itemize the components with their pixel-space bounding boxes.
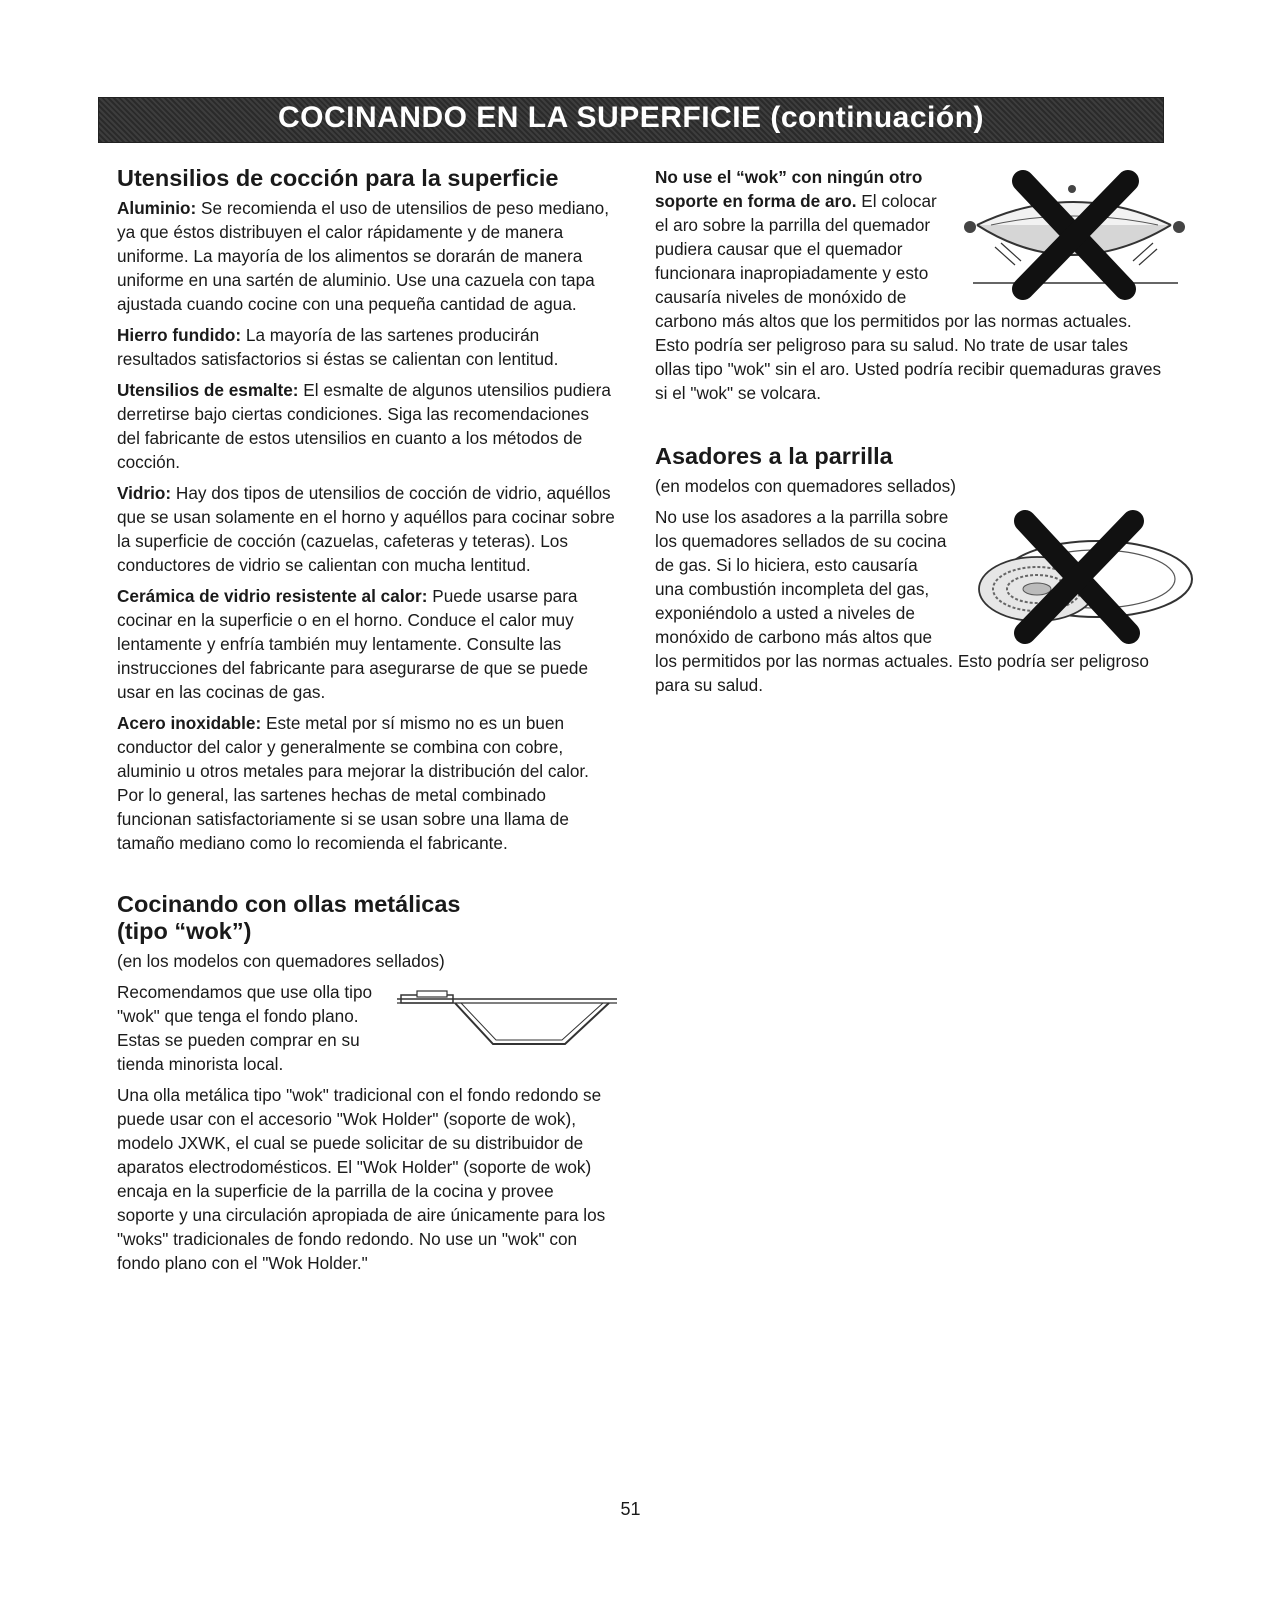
glass-text: Hay dos tipos de utensilios de cocción de vidrio, aquéllos que se usan solamente en el horno y aquéllos para cocinar sobre la superficie de cocción (cazuelas, cafeteras y teteras). Los conductores de vidrio se calientan con mucha lentitud. <box>117 483 615 575</box>
wok-paragraph-1: Recomendamos que use olla tipo "wok" que tenga el fondo plano. Estas se pueden comprar en su tienda minorista local. <box>117 982 373 1074</box>
stainless-text: Este metal por sí mismo no es un buen conductor del calor y generalmente se combina con cobre, aluminio u otros metales para mejorar la distribución del calor. Por lo general, las sartenes hechas de metal combinado funcionan satisfactoriamente si se usan sobre una llama de tamaño mediano como lo recomienda el fabricante. <box>117 713 589 853</box>
wok-ring-illustration <box>953 167 1193 302</box>
no-griddle-icon <box>957 507 1197 647</box>
glass-label: Vidrio: <box>117 483 172 503</box>
stainless-paragraph <box>117 711 615 855</box>
ceramic-glass-text: Puede usarse para cocinar en la superficie o en el horno. Conduce el calor muy lentamente y enfría también muy lentamente. Consulte las instrucciones del fabricante para asegurarse de que se puede usar en las cocinas de gas. <box>117 586 589 702</box>
stainless-label: Acero inoxidable: <box>117 713 262 733</box>
aluminum-paragraph <box>117 196 615 316</box>
wok-intro <box>117 980 615 1076</box>
ceramic-glass-label: Cerámica de vidrio resistente al calor: <box>117 586 428 606</box>
page-number: 51 <box>620 1499 641 1519</box>
griddle-heading: Asadores a la parrilla <box>655 443 893 469</box>
flat-wok-icon <box>395 986 625 1066</box>
griddle-illustration <box>957 507 1197 647</box>
glass-paragraph <box>117 481 615 577</box>
enamel-label: Utensilios de esmalte: <box>117 380 299 400</box>
section-banner <box>98 97 1164 143</box>
griddle-subtitle: (en modelos con quemadores sellados) <box>655 476 956 496</box>
wok-heading-line1: Cocinando con ollas metálicas <box>117 891 461 917</box>
page-title: COCINANDO EN LA SUPERFICIE (continuación) <box>277 101 985 134</box>
wok-heading-line2: (tipo “wok”) <box>117 918 252 944</box>
wok-paragraph-2: Una olla metálica tipo "wok" tradicional con el fondo redondo se puede usar con el accesorio "Wok Holder" (soporte de wok), modelo JXWK, el cual se puede solicitar de su distribuidor de aparatos electrodomésticos. El "Wok Holder" (soporte de wok) encaja en la superficie de la parrilla de la cocina y provee soporte y una circulación apropiada de aire únicamente para los "woks" tradicionales de fondo redondo. No use un "wok" con fondo plano con el "Wok Holder." <box>117 1085 606 1273</box>
wok-ring-label: No use el “wok” con ningún otro soporte en forma de aro. <box>655 167 923 211</box>
griddle-paragraph: No use los asadores a la parrilla sobre los quemadores sellados de su cocina de gas. Si lo hiciera, esto causaría una combustión incompleta del gas, exponiéndolo a usted a niveles de monóxido de carbono más altos que los permitidos por las normas actuales. Esto podría ser peligroso para su salud. <box>655 507 1149 695</box>
enamel-text: El esmalte de algunos utensilios pudiera derretirse bajo ciertas condiciones. Siga las recomendaciones del fabricante de estos utensilios en cuanto a los métodos de cocción. <box>117 380 611 472</box>
right-column <box>655 165 1165 697</box>
enamel-paragraph <box>117 378 615 474</box>
griddle-section <box>655 505 1165 697</box>
cast-iron-paragraph <box>117 323 615 371</box>
wok-subtitle: (en los modelos con quemadores sellados) <box>117 951 445 971</box>
wok-heading <box>117 891 615 945</box>
aluminum-text: Se recomienda el uso de utensilios de peso mediano, ya que éstos distribuyen el calor rápidamente y de manera uniforme. La mayoría de los alimentos se dorarán de manera uniforme en una sartén de aluminio. Use una cazuela con tapa ajustada cuando cocine con una pequeña cantidad de agua. <box>117 198 610 314</box>
wok-ring-section <box>655 165 1165 405</box>
wok-ring-text: El colocar el aro sobre la parrilla del quemador pudiera causar que el quemador funcionara inapropiadamente y esto causaría niveles de monóxido de carbono más altos que los permitidos por las normas actuales. Esto podría ser peligroso para su salud. No trate de usar tales ollas tipo "wok" sin el aro. Usted podría recibir quemaduras graves si el "wok" se volcara. <box>655 191 1162 403</box>
no-wok-ring-icon <box>953 167 1193 302</box>
left-column <box>117 165 615 1275</box>
utensils-heading: Utensilios de cocción para la superficie <box>117 165 559 191</box>
flat-wok-illustration <box>395 986 625 1066</box>
cast-iron-label: Hierro fundido: <box>117 325 242 345</box>
ceramic-glass-paragraph <box>117 584 615 704</box>
cast-iron-text: La mayoría de las sartenes producirán resultados satisfactorios si éstas se calientan con lentitud. <box>117 325 559 369</box>
aluminum-label: Aluminio: <box>117 198 197 218</box>
